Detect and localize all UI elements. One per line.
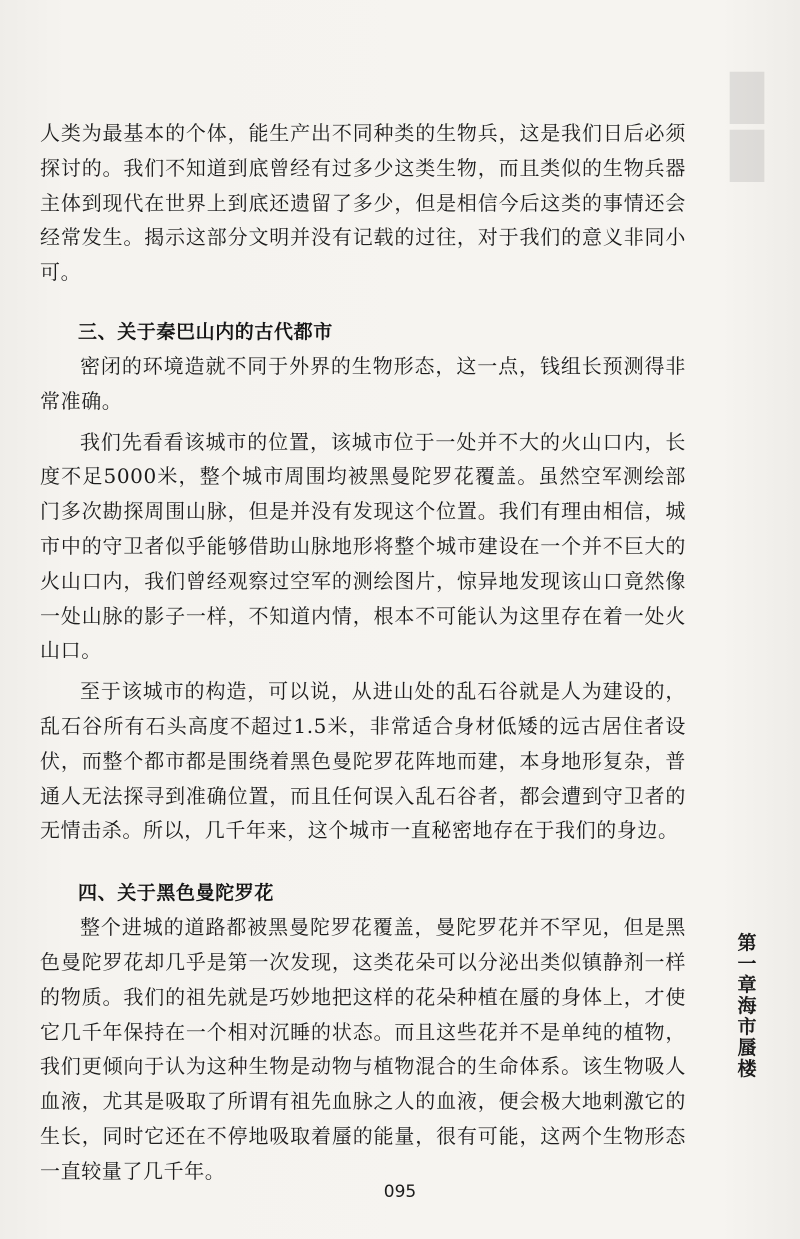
page-number: 095 <box>383 1182 417 1202</box>
chapter-side-title: 第一章 海市蜃楼 <box>737 932 757 1080</box>
section3-paragraph-2: 我们先看看该城市的位置，该城市位于一处并不大的火山口内，长度不足5000米，整个城市周围均被黑曼陀罗花覆盖。虽然空军测绘部门多次勘探周围山脉，但是并没有发现这个位置。我们有理由相信，城市中的守卫者似乎能够借助山脉地形将整个城市建设在一个并不巨大的火山口内，我们曾经观察过空军的测绘图片，惊异地发现该山口竟然像一处山脉的影子一样，不知道内情，根本不可能认为这里存在着一处火山口。 <box>40 429 686 663</box>
bleed-through-shadow: █ █ <box>730 73 764 182</box>
section4-paragraph-1: 整个进城的道路都被黑曼陀罗花覆盖，曼陀罗花并不罕见，但是黑色曼陀罗花却几乎是第一次发现，这类花朵可以分泌出类似镇静剂一样的物质。我们的祖先就是巧妙地把这样的花朵种植在蜃的身体上，才使它几千年保持在一个相对沉睡的状态。而且这些花并不是单纯的植物，我们更倾向于认为这种生物是动物与植物混合的生命体系。该生物吸人血液，尤其是吸取了所谓有祖先血脉之人的血液，便会极大地刺激它的生长，同时它还在不停地吸取着蜃的能量，很有可能，这两个生物形态一直较量了几千年。 <box>40 915 686 1183</box>
section-heading-3: 三、关于秦巴山内的古代都市 <box>78 320 333 343</box>
opening-paragraph: 人类为最基本的个体，能生产出不同种类的生物兵，这是我们日后必须探讨的。我们不知道到底曾经有过多少这类生物，而且类似的生物兵器主体到现代在世界上到底还遗留了多少，但是相信今后这类的事情还会经常发生。揭示这部分文明并没有记载的过往，对于我们的意义非同小可。 <box>40 121 686 285</box>
section3-paragraph-3: 至于该城市的构造，可以说，从进山处的乱石谷就是人为建设的，乱石谷所有石头高度不超过1.5米，非常适合身材低矮的远古居住者设伏，而整个都市都是围绕着黑色曼陀罗花阵地而建，本身地形复杂，普通人无法探寻到准确位置，而且任何误入乱石谷者，都会遭到守卫者的无情击杀。所以，几千年来，这个城市一直秘密地存在于我们的身边。 <box>40 679 686 843</box>
section3-paragraph-1: 密闭的环境造就不同于外界的生物形态，这一点，钱组长预测得非常准确。 <box>40 353 686 413</box>
section-heading-4: 四、关于黑色曼陀罗花 <box>78 882 275 905</box>
section-gap <box>40 848 686 876</box>
page-content <box>40 116 686 1189</box>
section-gap <box>40 290 686 315</box>
